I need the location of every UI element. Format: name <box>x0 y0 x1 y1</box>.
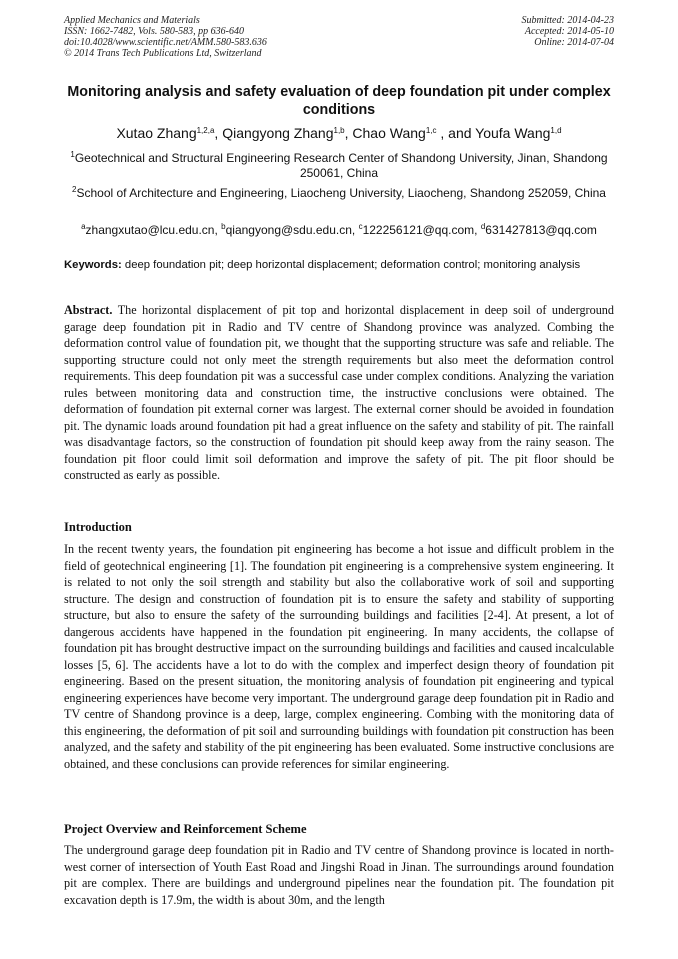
author-affiliation-mark: 1,2,a <box>196 126 215 135</box>
accepted-date: Accepted: 2014-05-10 <box>524 26 614 37</box>
email-address[interactable]: 122256121@qq.com, <box>362 223 478 237</box>
introduction-heading: Introduction <box>64 520 132 534</box>
email-mark: d <box>480 222 486 231</box>
author-affiliation-mark: 1,c <box>425 126 437 135</box>
online-date: Online: 2014-07-04 <box>534 37 614 48</box>
author-name: Qiangyong Zhang <box>222 125 334 141</box>
affiliation-mark: 1 <box>70 150 75 159</box>
keywords-section <box>64 258 614 272</box>
abstract-text: The horizontal displacement of pit top and horizontal displacement in deep soil of underground garage deep foundation pit in Radio and TV centre of Shandong province was analyzed. Combing the deformation control value of foundation pit, we thought that the supporting structure was safe and reliable. The supporting structure could not only meet the strength requirements but also meet the deformation control requirements. This deep foundation pit was a successful case under complex conditions. Analyzing the variation rules between monitoring data and construction time, the instructive conclusions were obtained. The deformation of foundation pit external corner was largest. The external corner should be avoided in foundation pit. The dynamic loads around foundation pit had a great influence on the safety and stability of pit. The rainfall was disadvantage factors, so the construction of foundation pit should keep away from the rainy season. The foundation pit floor could limit soil deformation and improve the safety of pit. The pit floor should be constructed as early as possible. <box>64 303 614 482</box>
author-affiliation-mark: 1,d <box>550 126 562 135</box>
author-affiliation-mark: 1,b <box>333 126 345 135</box>
journal-info <box>64 15 394 59</box>
author-name: Youfa Wang <box>475 125 551 141</box>
author-conjunction: and <box>448 125 472 141</box>
email-address[interactable]: zhangxutao@lcu.edu.cn, <box>85 223 218 237</box>
email-address[interactable]: 631427813@qq.com <box>485 223 597 237</box>
email-mark: c <box>358 222 363 231</box>
journal-name: Applied Mechanics and Materials <box>64 15 200 26</box>
email-address[interactable]: qiangyong@sdu.edu.cn, <box>225 223 356 237</box>
issn-line: ISSN: 1662-7482, Vols. 580-583, pp 636-640 <box>64 26 244 37</box>
author-name: Xutao Zhang <box>116 125 197 141</box>
affiliation-mark: 2 <box>72 185 77 194</box>
paper-title: Monitoring analysis and safety evaluation of deep foundation pit under complex conditions <box>67 84 611 118</box>
abstract-label: Abstract. <box>64 303 113 317</box>
affiliation-text: School of Architecture and Engineering, Liaocheng University, Liaocheng, Shandong 252059, China <box>76 186 606 200</box>
project-overview-heading: Project Overview and Reinforcement Scheme <box>64 822 307 836</box>
email-list <box>64 223 614 238</box>
abstract-section <box>64 302 614 484</box>
author-list: Xutao Zhang$^{1,2,a}$, Qiangyong Zhang$^{1,b}$, Chao Wang$^{1,c}$ , and Youfa Wang$^{1,d}$ <box>116 125 562 141</box>
publication-dates <box>414 15 614 48</box>
doi-line[interactable]: doi:10.4028/www.scientific.net/AMM.580-583.636 <box>64 37 267 48</box>
affiliation-1 <box>64 151 614 181</box>
keywords-label: Keywords: <box>64 259 122 271</box>
copyright-line: © 2014 Trans Tech Publications Ltd, Switzerland <box>64 48 262 59</box>
project-overview-text: The underground garage deep foundation pit in Radio and TV centre of Shandong province is located in north-west corner of intersection of Youth East Road and Jingshi Road in Jinan. The surroundings around foundation pit are complex. There are buildings and underground pipelines near the foundation pit. The foundation pit excavation depth is 17.9m, the width is about 30m, and the length <box>64 843 614 907</box>
affiliation-2 <box>64 186 614 201</box>
submitted-date: Submitted: 2014-04-23 <box>521 15 614 26</box>
email-mark: a <box>81 222 86 231</box>
introduction-text: In the recent twenty years, the foundation pit engineering has become a hot issue and difficult problem in the field of geotechnical engineering [1]. The foundation pit engineering is a comprehensive system engineering. It is related to not only the soil strength and stability but also the collaborative work of soil and supporting structure. The design and construction of foundation pit is to ensure the safety and stability of supporting structure, but also to ensure the safety of the surrounding buildings and facilities [2-4]. At present, a lot of dangerous accidents have happened in the foundation pit engineering. In many accidents, the collapse of foundation pit has brought destructive impact on the surrounding buildings and facilities and caused incalculable losses [5, 6]. The accidents have a lot to do with the complex and imperfect design theory of foundation pit engineering. Based on the present situation, the monitoring analysis of foundation pit engineering and typical engineering experiences have become very important. The underground garage deep foundation pit in Radio and TV centre of Shandong province is a deep, large, complex engineering. Combing with the monitoring data of this engineering, the deformation of pit soil and surrounding buildings with foundation pit construction has been analyzed, and the safety and stability of the pit engineering has been evaluated. Some instructive conclusions are obtained, and these conclusions can provide references for similar engineering. <box>64 542 614 771</box>
email-mark: b <box>221 222 226 231</box>
affiliation-text: Geotechnical and Structural Engineering Research Center of Shandong University, Jinan, Shandong 250061, China <box>74 151 608 180</box>
author-name: Chao Wang <box>352 125 426 141</box>
keywords-text: deep foundation pit; deep horizontal displacement; deformation control; monitoring analysis <box>124 259 581 271</box>
